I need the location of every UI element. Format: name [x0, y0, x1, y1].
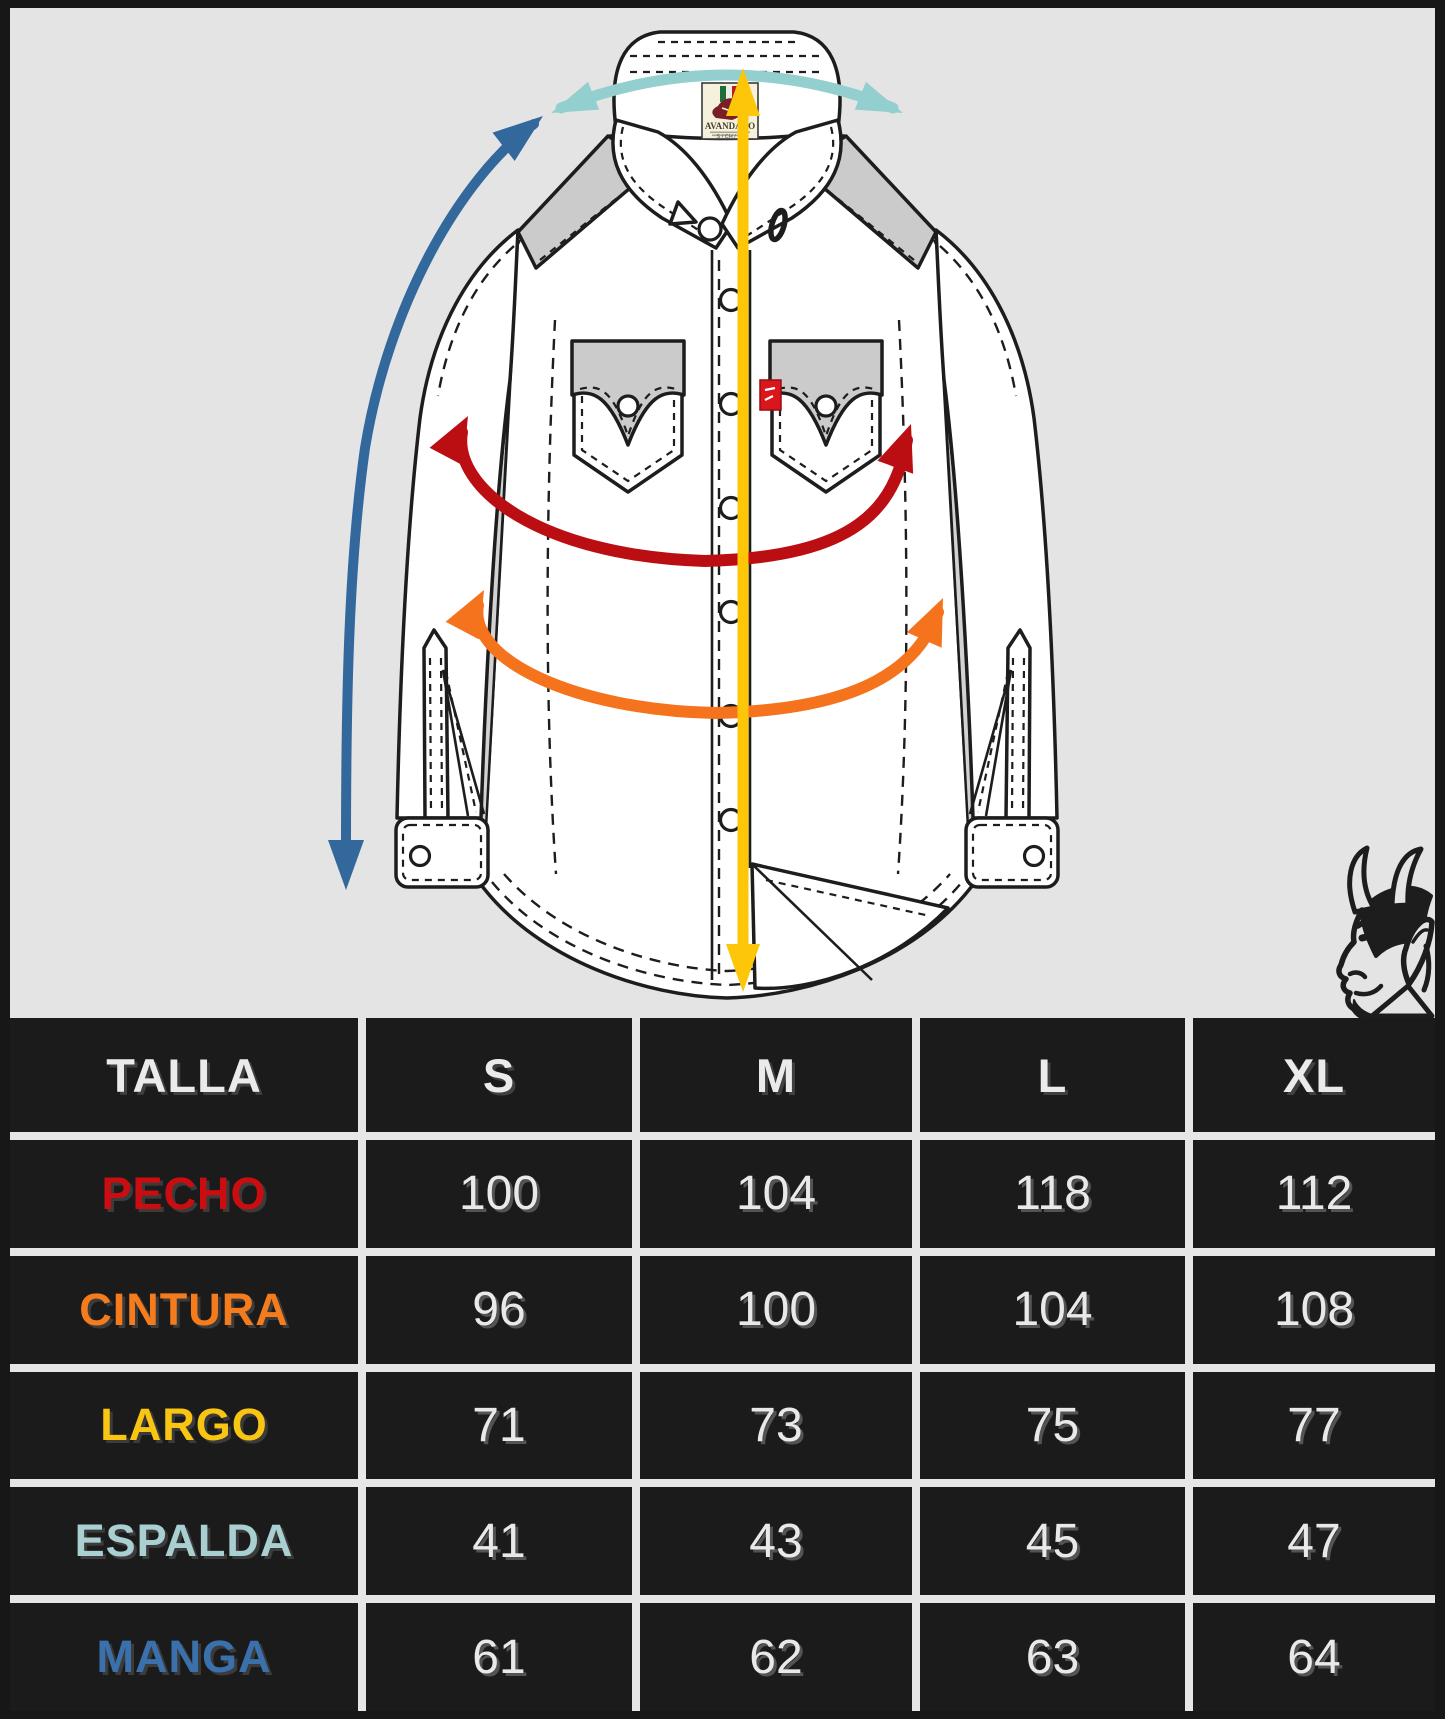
header-cell-s: S — [366, 1018, 632, 1132]
value-cell: 77 — [1193, 1372, 1435, 1480]
header-cell-xl: XL — [1193, 1018, 1435, 1132]
label-size-text: S / CH / 36 — [716, 134, 744, 140]
row-label-manga: MANGA — [10, 1603, 358, 1711]
value-cell: 112 — [1193, 1140, 1435, 1248]
row-label-pecho: PECHO — [10, 1140, 358, 1248]
header-cell-m: M — [640, 1018, 912, 1132]
value-cell: 64 — [1193, 1603, 1435, 1711]
value-cell: 96 — [366, 1256, 632, 1364]
value-cell: 108 — [1193, 1256, 1435, 1364]
value-cell: 45 — [920, 1487, 1185, 1595]
size-table — [10, 1018, 1435, 1711]
value-cell: 75 — [920, 1372, 1185, 1480]
value-cell: 118 — [920, 1140, 1185, 1248]
value-cell: 100 — [640, 1256, 912, 1364]
collar-button — [699, 218, 721, 240]
devil-logo-icon — [1339, 848, 1432, 1018]
value-cell: 43 — [640, 1487, 912, 1595]
label-brand-text: AVANDARO — [704, 121, 756, 131]
row-label-cintura: CINTURA — [10, 1256, 358, 1364]
value-cell: 73 — [640, 1372, 912, 1480]
row-label-espalda: ESPALDA — [10, 1487, 358, 1595]
value-cell: 71 — [366, 1372, 632, 1480]
value-cell: 62 — [640, 1603, 912, 1711]
shirt-diagram-panel — [10, 8, 1435, 1018]
value-cell: 100 — [366, 1140, 632, 1248]
value-cell: 47 — [1193, 1487, 1435, 1595]
shirt-body — [482, 136, 972, 998]
value-cell: 41 — [366, 1487, 632, 1595]
red-brand-tab — [760, 380, 781, 410]
value-cell: 63 — [920, 1603, 1185, 1711]
row-label-largo: LARGO — [10, 1372, 358, 1480]
shirt-technical-drawing — [10, 8, 1435, 1018]
value-cell: 61 — [366, 1603, 632, 1711]
value-cell: 104 — [640, 1140, 912, 1248]
header-cell-talla: TALLA — [10, 1018, 358, 1132]
value-cell: 104 — [920, 1256, 1185, 1364]
header-cell-l: L — [920, 1018, 1185, 1132]
